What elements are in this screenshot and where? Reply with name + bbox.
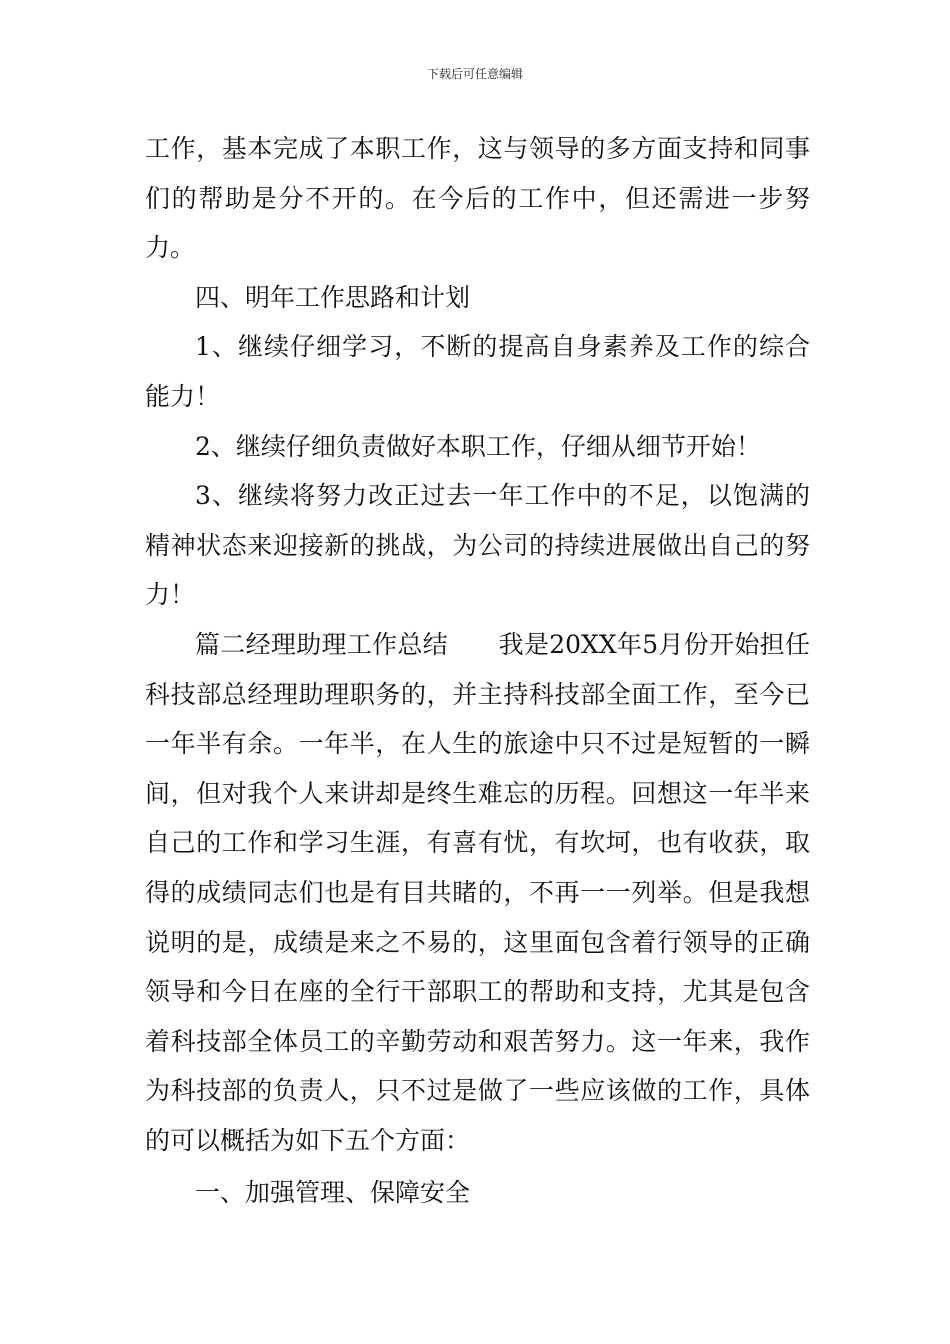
page-header-note: 下载后可任意编辑 — [426, 67, 523, 81]
section-heading-next-year-plan: 四、明年工作思路和计划 — [195, 282, 471, 312]
paragraph-part-two-summary: 篇二经理助理工作总结 我是20XX年5月份开始担任科技部总经理助理职务的，并主持科技部全面工作，至今已一年半有余。一年半，在人生的旅途中只不过是短暂的一瞬间，但对我个人来讲却是终生难忘的历程。回想这一年半来自己的工作和学习生涯，有喜有忧，有坎坷，也有收获，取得的成绩同志们也是有目共睹的，不再一一列举。但是我想说明的是，成绩是来之不易的，这里面包含着行领导的正确领导和今日在座的全行干部职工的帮助和支持，尤其是包含着科技部全体员工的辛勤劳动和艰苦努力。这一年来，我作为科技部的负责人，只不过是做了一些应该做的工作，具体的可以概括为如下五个方面： — [145, 629, 810, 1155]
plan-item-3: 3、继续将努力改正过去一年工作中的不足，以饱满的精神状态来迎接新的挑战，为公司的持续进展做出自己的努力！ — [145, 481, 810, 610]
plan-item-1: 1、继续仔细学习，不断的提高自身素养及工作的综合能力！ — [145, 332, 810, 411]
document-body — [145, 124, 810, 1218]
plan-item-2: 2、继续仔细负责做好本职工作，仔细从细节开始！ — [195, 431, 761, 461]
section-heading-management-safety: 一、加强管理、保障安全 — [195, 1178, 471, 1208]
paragraph-continued-work: 工作，基本完成了本职工作，这与领导的多方面支持和同事们的帮助是分不开的。在今后的工作中，但还需进一步努力。 — [145, 134, 810, 263]
